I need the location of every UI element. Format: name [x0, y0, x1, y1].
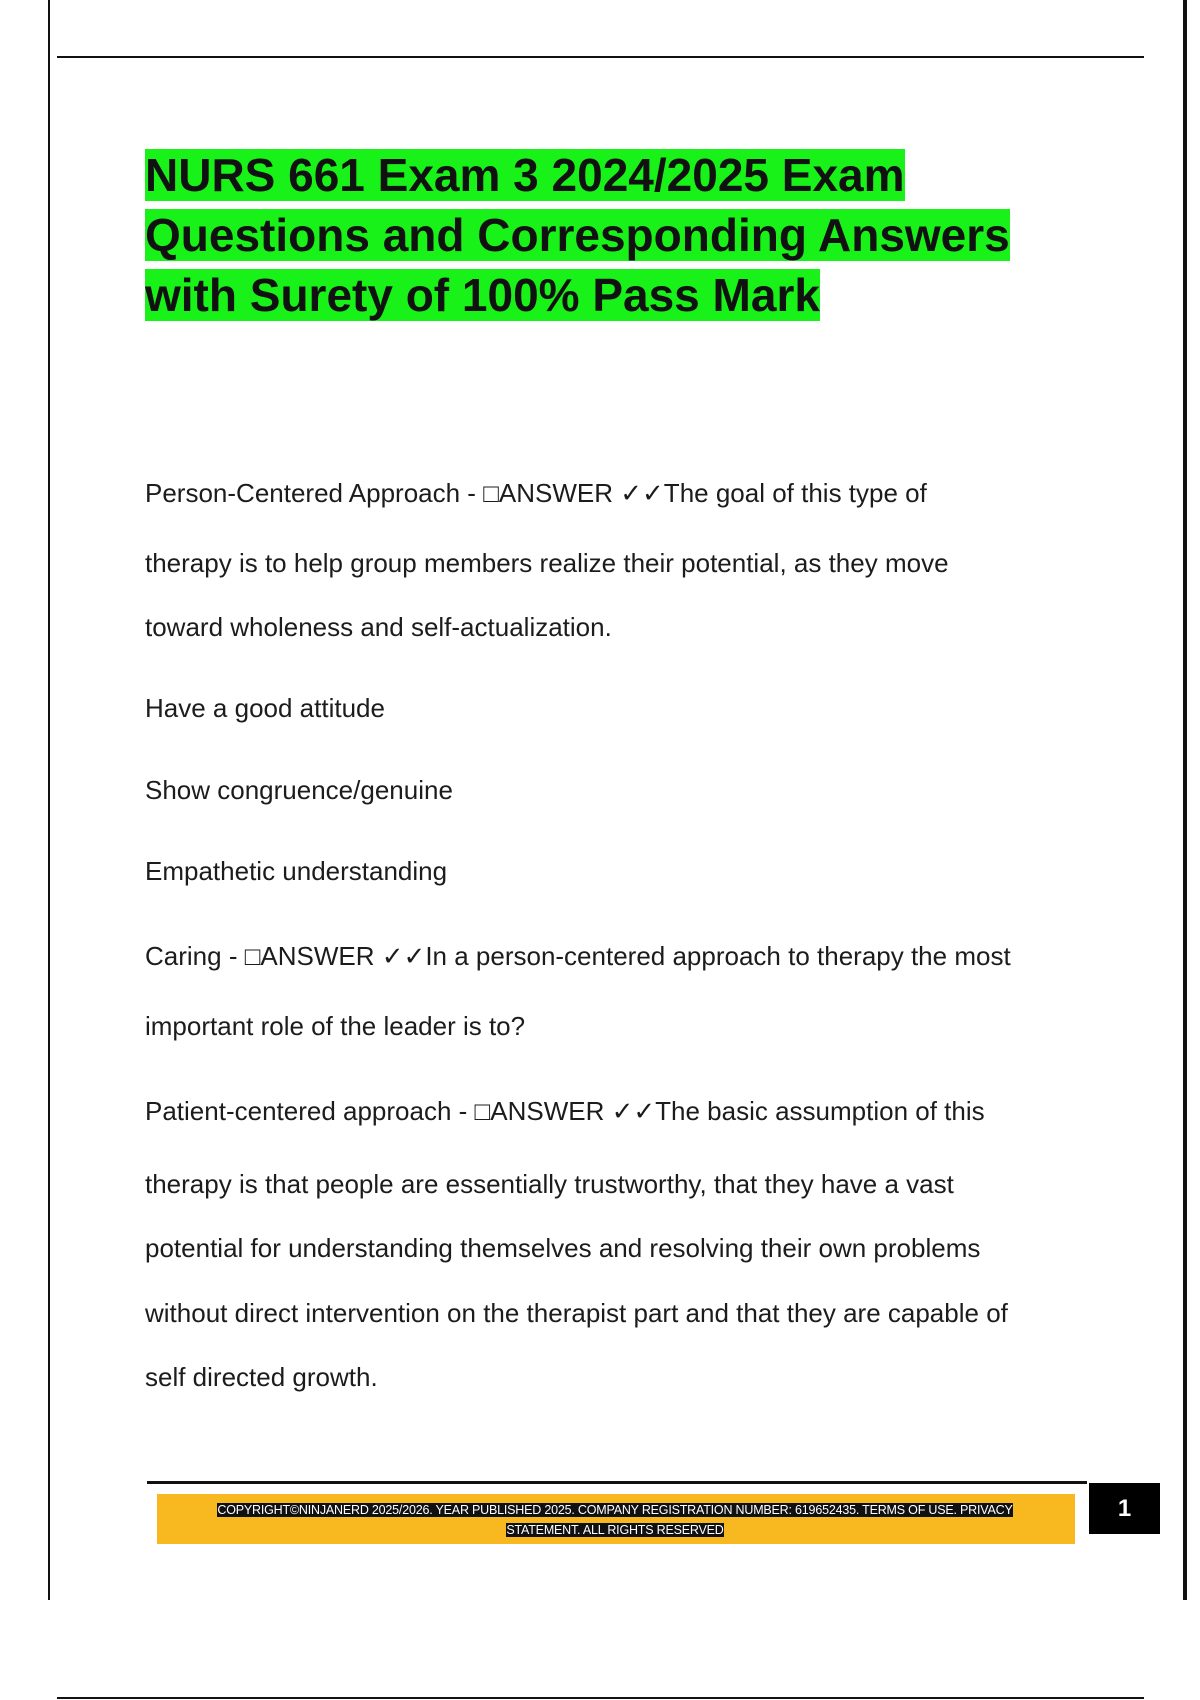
- page-number: 1: [1089, 1483, 1160, 1534]
- footer-copyright: [170, 1500, 1060, 1540]
- body-line: Show congruence/genuine: [145, 775, 453, 805]
- body-line: potential for understanding themselves and resolving their own problems: [145, 1233, 981, 1263]
- footer-copyright-line-2: STATEMENT. ALL RIGHTS RESERVED: [506, 1523, 724, 1537]
- header-rule: [57, 56, 1144, 58]
- title-line-3: with Surety of 100% Pass Mark: [145, 269, 820, 321]
- page-border-left: [48, 0, 50, 1600]
- body-line: therapy is that people are essentially trustworthy, that they have a vast: [145, 1169, 954, 1199]
- title-line-2: Questions and Corresponding Answers: [145, 209, 1010, 261]
- body-line: toward wholeness and self-actualization.: [145, 612, 612, 642]
- document-title: [145, 145, 1105, 325]
- title-line-1: NURS 661 Exam 3 2024/2025 Exam: [145, 149, 905, 201]
- next-page-rule: [57, 1697, 1144, 1699]
- body-line: Caring - □ANSWER ✓✓In a person-centered approach to therapy the most: [145, 941, 1011, 971]
- body-line: Have a good attitude: [145, 693, 385, 723]
- footer-copyright-line-1: COPYRIGHT©NINJANERD 2025/2026. YEAR PUBLISHED 2025. COMPANY REGISTRATION NUMBER: 619652435. TERMS OF USE. PRIVACY: [217, 1503, 1013, 1517]
- body-line: important role of the leader is to?: [145, 1011, 526, 1041]
- page-border-right: [1183, 0, 1187, 1600]
- body-line: self directed growth.: [145, 1362, 378, 1392]
- body-line: Patient-centered approach - □ANSWER ✓✓The basic assumption of this: [145, 1096, 985, 1126]
- footer-rule: [147, 1481, 1087, 1484]
- body-line: Empathetic understanding: [145, 856, 448, 886]
- body-line: without direct intervention on the therapist part and that they are capable of: [145, 1298, 1008, 1328]
- body-line: Person-Centered Approach - □ANSWER ✓✓The goal of this type of: [145, 478, 927, 508]
- body-line: therapy is to help group members realize their potential, as they move: [145, 548, 949, 578]
